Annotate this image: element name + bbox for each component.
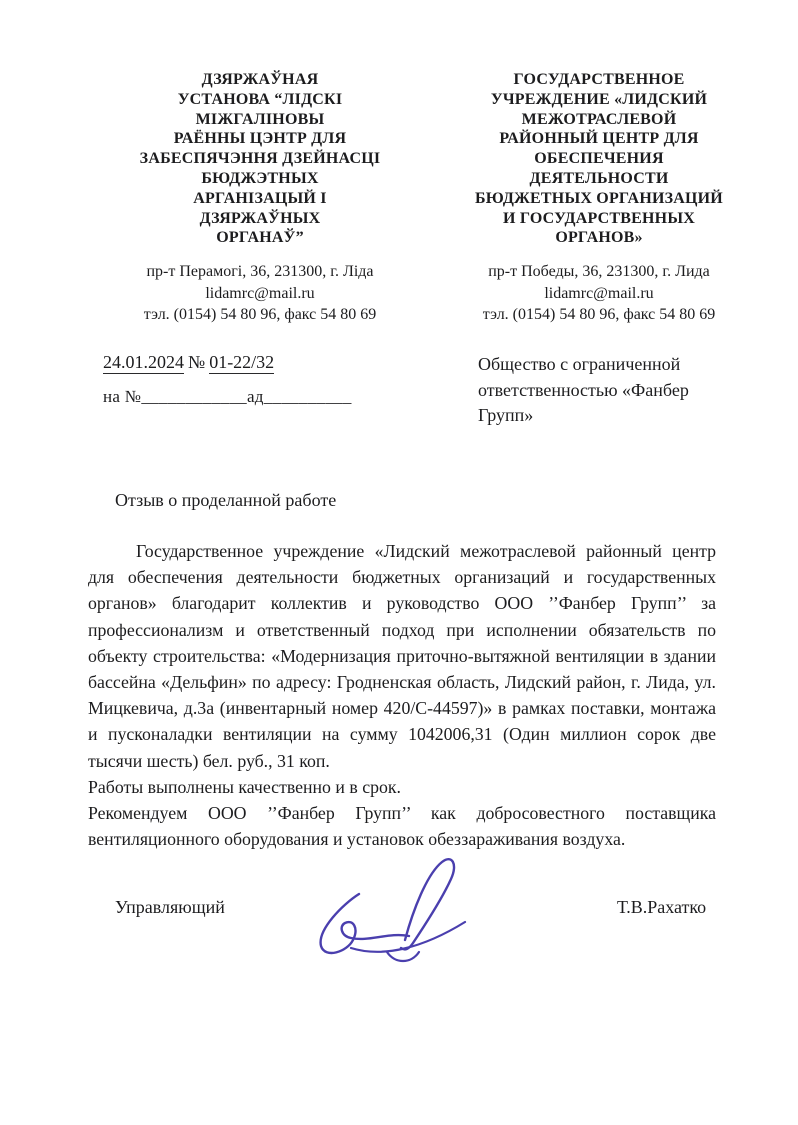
signature-stroke-tail [387,952,419,961]
reply-blank-number: ____________ [141,387,247,406]
body-paragraph-1: Государственное учреждение «Лидский межотраслевой районный центр для обеспечения деятельности бюджетных организаций и государственных органов» благодарит коллектив и руководство ООО ’’Фанбер Групп’’ за профессионализм и ответственный подход при исполнении обязательств по объекту строительства: «Модернизация приточно-вытяжной вентиляции в здании бассейна «Дельфин» по адресу: Гродненская область, Лидский район, г. Лида, ул. Мицкевича, д.3а (инвентарный номер 420/С-44597)» в рамках поставки, монтажа и пусконаладки вентиляции на сумму 1042006,31 (Один миллион сорок две тысячи шесть) бел. руб., 31 коп. [88,541,716,771]
subject-line: Отзыв о проделанной работе [115,490,337,510]
recipient-block: Общество с ограниченной ответственностью «Фанбер Групп» [478,354,689,425]
signer-role: Управляющий [115,897,225,917]
org-name-russian: ГОСУДАРСТВЕННОЕ УЧРЕЖДЕНИЕ «ЛИДСКИЙ МЕЖОТРАСЛЕВОЙ РАЙОННЫЙ ЦЕНТР ДЛЯ ОБЕСПЕЧЕНИЯ ДЕЯТЕЛЬНОСТИ БЮДЖЕТНЫХ ОРГАНИЗАЦИЙ И ГОСУДАРСТВЕННЫХ ОРГАНОВ» [475,71,723,247]
body-paragraph-2: Работы выполнены качественно и в срок. [88,776,401,797]
reply-prefix: на № [103,387,142,406]
letter-number: 01-22/32 [209,352,275,372]
reply-reference-line [103,387,352,407]
letter-body [88,538,716,852]
org-address-belarusian: пр-т Перамогі, 36, 231300, г. Ліда lidamrc@mail.ru тэл. (0154) 54 80 96, факс 54 80 69 [143,263,377,324]
number-sign: № [188,352,206,372]
signature-stroke-left [321,894,409,953]
signer-name: Т.В.Рахатко [617,897,707,917]
org-name-belarusian: ДЗЯРЖАЎНАЯ УСТАНОВА “ЛІДСКІ МІЖГАЛІНОВЫ РАЁННЫ ЦЭНТР ДЛЯ ЗАБЕСПЯЧЭННЯ ДЗЕЙНАСЦІ БЮДЖЭТНЫХ АРГАНІЗАЦЫЙ І ДЗЯРЖАЎНЫХ ОРГАНАЎ” [139,71,381,247]
letterhead-left [95,70,425,326]
body-paragraph-3: Рекомендуем ООО ’’Фанбер Групп’’ как добросовестного поставщика вентиляционного оборудования и установок обеззараживания воздуха. [88,803,716,850]
reply-middle: ад [246,387,264,406]
handwritten-signature-icon [295,852,490,972]
reply-blank-date: __________ [263,387,352,406]
org-address-russian: пр-т Победы, 36, 231300, г. Лида lidamrc@mail.ru тэл. (0154) 54 80 96, факс 54 80 69 [482,263,716,324]
reference-date-line [103,352,352,373]
letter-date: 24.01.2024 [103,352,184,372]
letterhead-right [434,70,764,326]
reference-block [103,352,352,407]
